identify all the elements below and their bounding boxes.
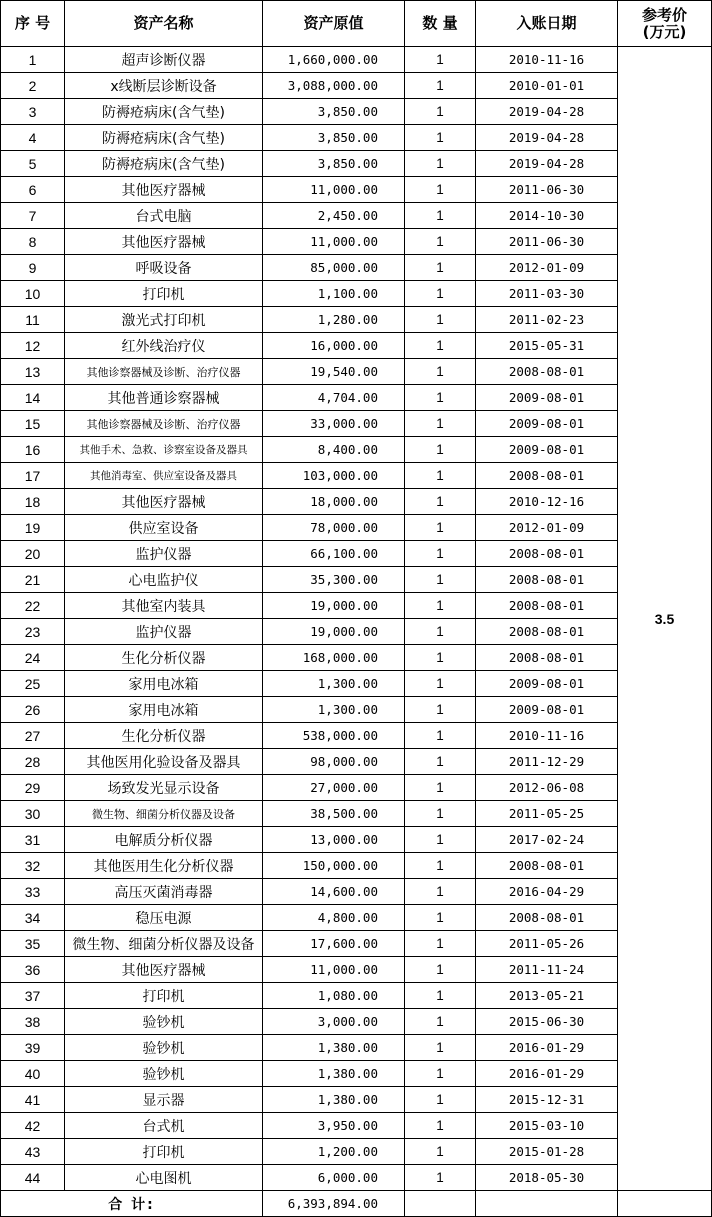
cell-entry-date: 2010-12-16 — [476, 489, 618, 515]
cell-original-value: 19,000.00 — [263, 619, 405, 645]
cell-original-value: 19,540.00 — [263, 359, 405, 385]
table-row — [1, 697, 712, 723]
table-row — [1, 619, 712, 645]
table-row — [1, 853, 712, 879]
cell-original-value: 27,000.00 — [263, 775, 405, 801]
cell-seq: 16 — [1, 437, 65, 463]
cell-entry-date: 2019-04-28 — [476, 99, 618, 125]
cell-asset-name: 家用电冰箱 — [65, 671, 263, 697]
table-row — [1, 47, 712, 73]
cell-seq: 36 — [1, 957, 65, 983]
table-row — [1, 645, 712, 671]
table-row — [1, 177, 712, 203]
cell-seq: 15 — [1, 411, 65, 437]
table-row — [1, 307, 712, 333]
cell-asset-name: 其他诊察器械及诊断、治疗仪器 — [65, 359, 263, 385]
cell-quantity: 1 — [405, 593, 476, 619]
cell-original-value: 4,704.00 — [263, 385, 405, 411]
cell-asset-name: 其他医疗器械 — [65, 489, 263, 515]
cell-asset-name: 场致发光显示设备 — [65, 775, 263, 801]
cell-original-value: 1,080.00 — [263, 983, 405, 1009]
cell-seq: 42 — [1, 1113, 65, 1139]
total-date-empty — [476, 1191, 618, 1217]
cell-seq: 5 — [1, 151, 65, 177]
cell-entry-date: 2019-04-28 — [476, 125, 618, 151]
cell-quantity: 1 — [405, 645, 476, 671]
cell-entry-date: 2008-08-01 — [476, 619, 618, 645]
table-row — [1, 463, 712, 489]
cell-original-value: 4,800.00 — [263, 905, 405, 931]
cell-quantity: 1 — [405, 333, 476, 359]
table-row — [1, 229, 712, 255]
cell-entry-date: 2008-08-01 — [476, 567, 618, 593]
cell-asset-name: 高压灭菌消毒器 — [65, 879, 263, 905]
cell-seq: 27 — [1, 723, 65, 749]
cell-original-value: 14,600.00 — [263, 879, 405, 905]
cell-quantity: 1 — [405, 125, 476, 151]
cell-entry-date: 2008-08-01 — [476, 645, 618, 671]
cell-quantity: 1 — [405, 151, 476, 177]
cell-asset-name: 打印机 — [65, 983, 263, 1009]
cell-seq: 10 — [1, 281, 65, 307]
cell-quantity: 1 — [405, 957, 476, 983]
cell-quantity: 1 — [405, 801, 476, 827]
cell-asset-name: 其他医用化验设备及器具 — [65, 749, 263, 775]
cell-entry-date: 2008-08-01 — [476, 853, 618, 879]
cell-entry-date: 2010-11-16 — [476, 723, 618, 749]
cell-entry-date: 2011-02-23 — [476, 307, 618, 333]
header-value: 资产原值 — [263, 1, 405, 47]
header-row — [1, 1, 712, 47]
cell-seq: 6 — [1, 177, 65, 203]
cell-quantity: 1 — [405, 723, 476, 749]
table-row — [1, 1009, 712, 1035]
header-date: 入账日期 — [476, 1, 618, 47]
cell-entry-date: 2016-01-29 — [476, 1035, 618, 1061]
cell-quantity: 1 — [405, 983, 476, 1009]
table-body — [1, 47, 712, 1191]
cell-original-value: 103,000.00 — [263, 463, 405, 489]
cell-seq: 41 — [1, 1087, 65, 1113]
table-row — [1, 593, 712, 619]
cell-asset-name: 微生物、细菌分析仪器及设备 — [65, 801, 263, 827]
table-row — [1, 749, 712, 775]
cell-asset-name: 其他室内装具 — [65, 593, 263, 619]
table-row — [1, 203, 712, 229]
cell-entry-date: 2011-12-29 — [476, 749, 618, 775]
cell-entry-date: 2011-05-26 — [476, 931, 618, 957]
cell-entry-date: 2017-02-24 — [476, 827, 618, 853]
cell-seq: 18 — [1, 489, 65, 515]
cell-asset-name: 防褥疮病床(含气垫) — [65, 99, 263, 125]
cell-entry-date: 2008-08-01 — [476, 359, 618, 385]
cell-asset-name: 心电图机 — [65, 1165, 263, 1191]
cell-entry-date: 2016-01-29 — [476, 1061, 618, 1087]
cell-original-value: 1,280.00 — [263, 307, 405, 333]
cell-asset-name: 心电监护仪 — [65, 567, 263, 593]
cell-asset-name: 微生物、细菌分析仪器及设备 — [65, 931, 263, 957]
cell-quantity: 1 — [405, 905, 476, 931]
cell-seq: 28 — [1, 749, 65, 775]
table-row — [1, 1139, 712, 1165]
total-value: 6,393,894.00 — [263, 1191, 405, 1217]
header-ref-line1: 参考价 — [641, 5, 687, 24]
cell-entry-date: 2009-08-01 — [476, 385, 618, 411]
cell-seq: 38 — [1, 1009, 65, 1035]
cell-entry-date: 2009-08-01 — [476, 671, 618, 697]
table-row — [1, 411, 712, 437]
table-row — [1, 1165, 712, 1191]
cell-quantity: 1 — [405, 541, 476, 567]
cell-quantity: 1 — [405, 463, 476, 489]
cell-asset-name: 其他医疗器械 — [65, 229, 263, 255]
cell-entry-date: 2015-03-10 — [476, 1113, 618, 1139]
cell-entry-date: 2010-01-01 — [476, 73, 618, 99]
cell-original-value: 38,500.00 — [263, 801, 405, 827]
cell-quantity: 1 — [405, 697, 476, 723]
table-row — [1, 385, 712, 411]
cell-quantity: 1 — [405, 1009, 476, 1035]
reference-price: 3.5 — [618, 47, 712, 1191]
cell-entry-date: 2016-04-29 — [476, 879, 618, 905]
cell-entry-date: 2015-12-31 — [476, 1087, 618, 1113]
cell-entry-date: 2011-03-30 — [476, 281, 618, 307]
cell-asset-name: 验钞机 — [65, 1061, 263, 1087]
cell-entry-date: 2015-06-30 — [476, 1009, 618, 1035]
cell-asset-name: 防褥疮病床(含气垫) — [65, 125, 263, 151]
table-row — [1, 359, 712, 385]
cell-original-value: 3,950.00 — [263, 1113, 405, 1139]
cell-original-value: 6,000.00 — [263, 1165, 405, 1191]
cell-asset-name: 呼吸设备 — [65, 255, 263, 281]
cell-original-value: 2,450.00 — [263, 203, 405, 229]
total-label: 合 计: — [1, 1191, 263, 1217]
cell-original-value: 13,000.00 — [263, 827, 405, 853]
cell-quantity: 1 — [405, 177, 476, 203]
cell-asset-name: 其他医疗器械 — [65, 177, 263, 203]
cell-seq: 24 — [1, 645, 65, 671]
cell-quantity: 1 — [405, 1165, 476, 1191]
cell-seq: 7 — [1, 203, 65, 229]
cell-asset-name: 其他消毒室、供应室设备及器具 — [65, 463, 263, 489]
cell-seq: 31 — [1, 827, 65, 853]
cell-quantity: 1 — [405, 619, 476, 645]
cell-seq: 44 — [1, 1165, 65, 1191]
cell-original-value: 11,000.00 — [263, 177, 405, 203]
table-row — [1, 983, 712, 1009]
cell-seq: 32 — [1, 853, 65, 879]
table-row — [1, 775, 712, 801]
cell-asset-name: 监护仪器 — [65, 619, 263, 645]
cell-entry-date: 2011-05-25 — [476, 801, 618, 827]
cell-seq: 11 — [1, 307, 65, 333]
table-row — [1, 281, 712, 307]
cell-asset-name: x线断层诊断设备 — [65, 73, 263, 99]
cell-entry-date: 2015-05-31 — [476, 333, 618, 359]
cell-entry-date: 2013-05-21 — [476, 983, 618, 1009]
cell-entry-date: 2008-08-01 — [476, 593, 618, 619]
table-row — [1, 125, 712, 151]
cell-quantity: 1 — [405, 567, 476, 593]
cell-quantity: 1 — [405, 671, 476, 697]
table-row — [1, 73, 712, 99]
cell-quantity: 1 — [405, 229, 476, 255]
cell-entry-date: 2008-08-01 — [476, 541, 618, 567]
cell-entry-date: 2008-08-01 — [476, 905, 618, 931]
cell-asset-name: 生化分析仪器 — [65, 645, 263, 671]
cell-seq: 43 — [1, 1139, 65, 1165]
cell-asset-name: 供应室设备 — [65, 515, 263, 541]
total-qty-empty — [405, 1191, 476, 1217]
cell-original-value: 150,000.00 — [263, 853, 405, 879]
cell-quantity: 1 — [405, 879, 476, 905]
cell-original-value: 16,000.00 — [263, 333, 405, 359]
cell-original-value: 3,000.00 — [263, 1009, 405, 1035]
cell-original-value: 1,200.00 — [263, 1139, 405, 1165]
cell-entry-date: 2014-10-30 — [476, 203, 618, 229]
cell-asset-name: 监护仪器 — [65, 541, 263, 567]
cell-asset-name: 红外线治疗仪 — [65, 333, 263, 359]
cell-seq: 9 — [1, 255, 65, 281]
cell-quantity: 1 — [405, 1087, 476, 1113]
cell-original-value: 1,300.00 — [263, 671, 405, 697]
cell-original-value: 538,000.00 — [263, 723, 405, 749]
cell-entry-date: 2008-08-01 — [476, 463, 618, 489]
table-row — [1, 1087, 712, 1113]
cell-quantity: 1 — [405, 437, 476, 463]
cell-seq: 37 — [1, 983, 65, 1009]
table-row — [1, 151, 712, 177]
cell-original-value: 3,088,000.00 — [263, 73, 405, 99]
table-row — [1, 957, 712, 983]
cell-asset-name: 激光式打印机 — [65, 307, 263, 333]
cell-original-value: 98,000.00 — [263, 749, 405, 775]
cell-original-value: 1,380.00 — [263, 1087, 405, 1113]
cell-seq: 2 — [1, 73, 65, 99]
table-row — [1, 671, 712, 697]
cell-original-value: 1,380.00 — [263, 1061, 405, 1087]
table-row — [1, 567, 712, 593]
cell-seq: 14 — [1, 385, 65, 411]
table-row — [1, 489, 712, 515]
cell-asset-name: 其他普通诊察器械 — [65, 385, 263, 411]
cell-original-value: 19,000.00 — [263, 593, 405, 619]
cell-asset-name: 显示器 — [65, 1087, 263, 1113]
cell-entry-date: 2009-08-01 — [476, 411, 618, 437]
cell-seq: 39 — [1, 1035, 65, 1061]
cell-seq: 25 — [1, 671, 65, 697]
table-row — [1, 255, 712, 281]
cell-seq: 23 — [1, 619, 65, 645]
cell-quantity: 1 — [405, 931, 476, 957]
cell-asset-name: 其他医用生化分析仪器 — [65, 853, 263, 879]
cell-seq: 17 — [1, 463, 65, 489]
cell-quantity: 1 — [405, 1035, 476, 1061]
table-row — [1, 905, 712, 931]
cell-asset-name: 台式电脑 — [65, 203, 263, 229]
table-row — [1, 1113, 712, 1139]
cell-asset-name: 打印机 — [65, 281, 263, 307]
cell-asset-name: 生化分析仪器 — [65, 723, 263, 749]
table-row — [1, 879, 712, 905]
cell-seq: 4 — [1, 125, 65, 151]
cell-original-value: 3,850.00 — [263, 125, 405, 151]
cell-quantity: 1 — [405, 1113, 476, 1139]
cell-asset-name: 其他医疗器械 — [65, 957, 263, 983]
cell-entry-date: 2012-01-09 — [476, 255, 618, 281]
cell-asset-name: 超声诊断仪器 — [65, 47, 263, 73]
cell-quantity: 1 — [405, 203, 476, 229]
cell-seq: 33 — [1, 879, 65, 905]
cell-original-value: 8,400.00 — [263, 437, 405, 463]
cell-entry-date: 2009-08-01 — [476, 697, 618, 723]
cell-seq: 21 — [1, 567, 65, 593]
cell-entry-date: 2011-06-30 — [476, 229, 618, 255]
cell-entry-date: 2009-08-01 — [476, 437, 618, 463]
table-row — [1, 541, 712, 567]
cell-original-value: 1,100.00 — [263, 281, 405, 307]
cell-original-value: 1,380.00 — [263, 1035, 405, 1061]
cell-asset-name: 台式机 — [65, 1113, 263, 1139]
cell-quantity: 1 — [405, 1139, 476, 1165]
header-ref-price — [618, 1, 712, 47]
cell-original-value: 78,000.00 — [263, 515, 405, 541]
cell-entry-date: 2012-01-09 — [476, 515, 618, 541]
table-row — [1, 827, 712, 853]
header-qty: 数 量 — [405, 1, 476, 47]
cell-quantity: 1 — [405, 99, 476, 125]
cell-asset-name: 其他诊察器械及诊断、治疗仪器 — [65, 411, 263, 437]
cell-seq: 26 — [1, 697, 65, 723]
cell-asset-name: 防褥疮病床(含气垫) — [65, 151, 263, 177]
cell-entry-date: 2018-05-30 — [476, 1165, 618, 1191]
cell-seq: 12 — [1, 333, 65, 359]
cell-original-value: 3,850.00 — [263, 99, 405, 125]
cell-entry-date: 2015-01-28 — [476, 1139, 618, 1165]
cell-seq: 8 — [1, 229, 65, 255]
cell-asset-name: 打印机 — [65, 1139, 263, 1165]
cell-original-value: 66,100.00 — [263, 541, 405, 567]
cell-original-value: 85,000.00 — [263, 255, 405, 281]
cell-original-value: 3,850.00 — [263, 151, 405, 177]
cell-seq: 29 — [1, 775, 65, 801]
cell-seq: 20 — [1, 541, 65, 567]
cell-quantity: 1 — [405, 411, 476, 437]
cell-asset-name: 家用电冰箱 — [65, 697, 263, 723]
cell-asset-name: 稳压电源 — [65, 905, 263, 931]
cell-original-value: 11,000.00 — [263, 229, 405, 255]
cell-quantity: 1 — [405, 385, 476, 411]
table-row — [1, 723, 712, 749]
cell-original-value: 11,000.00 — [263, 957, 405, 983]
cell-quantity: 1 — [405, 73, 476, 99]
table-row — [1, 515, 712, 541]
cell-seq: 34 — [1, 905, 65, 931]
cell-quantity: 1 — [405, 853, 476, 879]
cell-quantity: 1 — [405, 489, 476, 515]
cell-entry-date: 2010-11-16 — [476, 47, 618, 73]
cell-quantity: 1 — [405, 749, 476, 775]
cell-entry-date: 2011-06-30 — [476, 177, 618, 203]
cell-seq: 19 — [1, 515, 65, 541]
cell-quantity: 1 — [405, 307, 476, 333]
cell-original-value: 18,000.00 — [263, 489, 405, 515]
cell-quantity: 1 — [405, 775, 476, 801]
cell-entry-date: 2019-04-28 — [476, 151, 618, 177]
total-row — [1, 1191, 712, 1217]
cell-seq: 35 — [1, 931, 65, 957]
cell-asset-name: 电解质分析仪器 — [65, 827, 263, 853]
table-row — [1, 801, 712, 827]
cell-quantity: 1 — [405, 1061, 476, 1087]
cell-quantity: 1 — [405, 827, 476, 853]
cell-seq: 22 — [1, 593, 65, 619]
cell-seq: 40 — [1, 1061, 65, 1087]
header-name: 资产名称 — [65, 1, 263, 47]
cell-asset-name: 验钞机 — [65, 1009, 263, 1035]
cell-asset-name: 其他手术、急救、诊察室设备及器具 — [65, 437, 263, 463]
header-ref-line2: (万元) — [642, 22, 687, 41]
cell-seq: 3 — [1, 99, 65, 125]
cell-quantity: 1 — [405, 47, 476, 73]
cell-original-value: 1,660,000.00 — [263, 47, 405, 73]
cell-quantity: 1 — [405, 281, 476, 307]
cell-entry-date: 2012-06-08 — [476, 775, 618, 801]
cell-original-value: 168,000.00 — [263, 645, 405, 671]
cell-original-value: 35,300.00 — [263, 567, 405, 593]
table-row — [1, 99, 712, 125]
cell-seq: 13 — [1, 359, 65, 385]
table-row — [1, 1061, 712, 1087]
table-row — [1, 333, 712, 359]
cell-original-value: 1,300.00 — [263, 697, 405, 723]
table-row — [1, 931, 712, 957]
cell-seq: 30 — [1, 801, 65, 827]
cell-original-value: 17,600.00 — [263, 931, 405, 957]
cell-asset-name: 验钞机 — [65, 1035, 263, 1061]
header-seq: 序 号 — [1, 1, 65, 47]
cell-quantity: 1 — [405, 359, 476, 385]
cell-quantity: 1 — [405, 515, 476, 541]
cell-original-value: 33,000.00 — [263, 411, 405, 437]
cell-entry-date: 2011-11-24 — [476, 957, 618, 983]
table-row — [1, 437, 712, 463]
total-ref-empty — [618, 1191, 712, 1217]
table-row — [1, 1035, 712, 1061]
cell-quantity: 1 — [405, 255, 476, 281]
cell-seq: 1 — [1, 47, 65, 73]
